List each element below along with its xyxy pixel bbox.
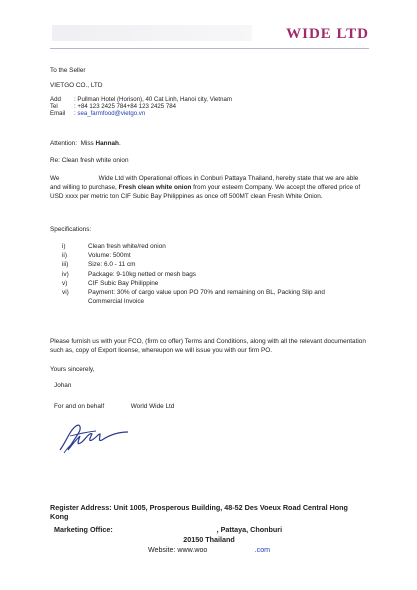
recipient-company: VIETGO CO., LTD: [50, 81, 103, 89]
specs-title: Specifications:: [50, 226, 92, 233]
company-logo: WIDE LTD: [286, 26, 369, 42]
email-link[interactable]: sea_farmfood@vietgo.vn: [77, 110, 146, 117]
spec-item: [50, 280, 368, 289]
handwritten-signature: [56, 420, 136, 456]
attention-label: Attention:: [50, 140, 78, 147]
marketing-label: Marketing Office:: [54, 525, 113, 534]
redacted-marketing: [115, 525, 215, 534]
email-row: [50, 110, 232, 117]
spec-number: v): [62, 279, 68, 287]
spec-item: [50, 271, 368, 280]
tel-label: Tel: [50, 102, 58, 110]
intro-part2: from your esteem Company. We accept the offered price of USD xxxx per metric ton CIF Subic Bay Philippines as once off 500MT clean Fresh White Onion.: [50, 183, 361, 200]
website-prefix: Website: www.woo: [147, 546, 208, 554]
specs-list: [50, 243, 368, 307]
spec-number: i): [62, 243, 66, 250]
spec-number: iv): [62, 270, 69, 278]
address-lines: [50, 96, 232, 118]
spec-item: [50, 243, 368, 252]
behalf-line: [54, 403, 174, 412]
closing-line: Yours sincerely,: [50, 366, 95, 373]
spec-text: CIF Subic Bay Philippine: [88, 279, 159, 287]
website-line: [50, 546, 368, 555]
postcode-line: 20150 Thailand: [183, 535, 235, 544]
recipient-block: [50, 67, 232, 117]
spec-item: [50, 261, 368, 270]
spec-text: Clean fresh white/red onion: [88, 243, 166, 250]
register-address: Register Address: Unit 1005, Prosperous Building, 48-52 Des Voeux Road Central Hong Kong: [50, 503, 348, 521]
redacted-company: [106, 403, 129, 410]
spec-text: Package: 9-10kg netted or mesh bags: [88, 270, 196, 278]
address-label: Add: [50, 95, 61, 103]
spec-text: Volume: 500mt: [88, 252, 131, 260]
spec-number: ii): [62, 252, 67, 260]
behalf-company: World Wide Ltd: [130, 403, 175, 410]
redacted-website: [207, 546, 254, 554]
spec-text: Payment: 30% of cargo value upon PO 70% and remaining on BL, Packing Slip and Commercial Invoice: [88, 288, 325, 305]
to-line: To the Seller: [50, 67, 86, 74]
email-label: Email: [50, 110, 66, 117]
spec-number: iii): [62, 261, 69, 269]
header-divider: [50, 48, 369, 49]
attention-suffix: .: [118, 140, 121, 147]
spec-text: Size: 6.0 - 11 cm: [88, 261, 136, 269]
subject-line: Re: Clean fresh white onion: [50, 157, 129, 164]
intro-we: We: [50, 175, 60, 182]
intro-paragraph: [50, 175, 368, 201]
website-link[interactable]: .com: [254, 546, 271, 554]
spec-item: [50, 289, 368, 307]
attention-line: [50, 140, 121, 149]
tel-row: [50, 103, 232, 110]
address-row: [50, 96, 232, 103]
attention-prefix: Miss: [80, 140, 94, 147]
marketing-line: [50, 525, 368, 534]
signer-name: Johan: [54, 382, 72, 389]
marketing-tail: , Pattaya, Chonburi: [216, 525, 283, 534]
tel-value: : +84 123 2425 784+84 123 2425 784: [74, 102, 176, 110]
email-separator: :: [74, 110, 78, 117]
header-watermark: [52, 25, 252, 41]
attention-name: Hannah: [95, 140, 119, 147]
redacted-name: [61, 175, 97, 182]
intro-product: Fresh clean white onion: [118, 183, 192, 191]
spec-item: [50, 252, 368, 261]
spec-number: vi): [62, 288, 69, 296]
address-value: : Pullman Hotel (Horison), 40 Cat Linh, Hanoi city, Vietnam: [74, 95, 232, 103]
behalf-prefix: For and on behalf: [54, 403, 105, 410]
intro-part1: Wide Ltd with Operational offices in Conburi Pattaya Thailand, hereby state that we are able and willing to purchase,: [50, 175, 359, 191]
request-paragraph: Please furnish us with your FCO, (firm co offer) Terms and Conditions, along with all the relevant documentation such as, copy of Export license, whereupon we will issue you with our firm PO.: [50, 338, 366, 354]
